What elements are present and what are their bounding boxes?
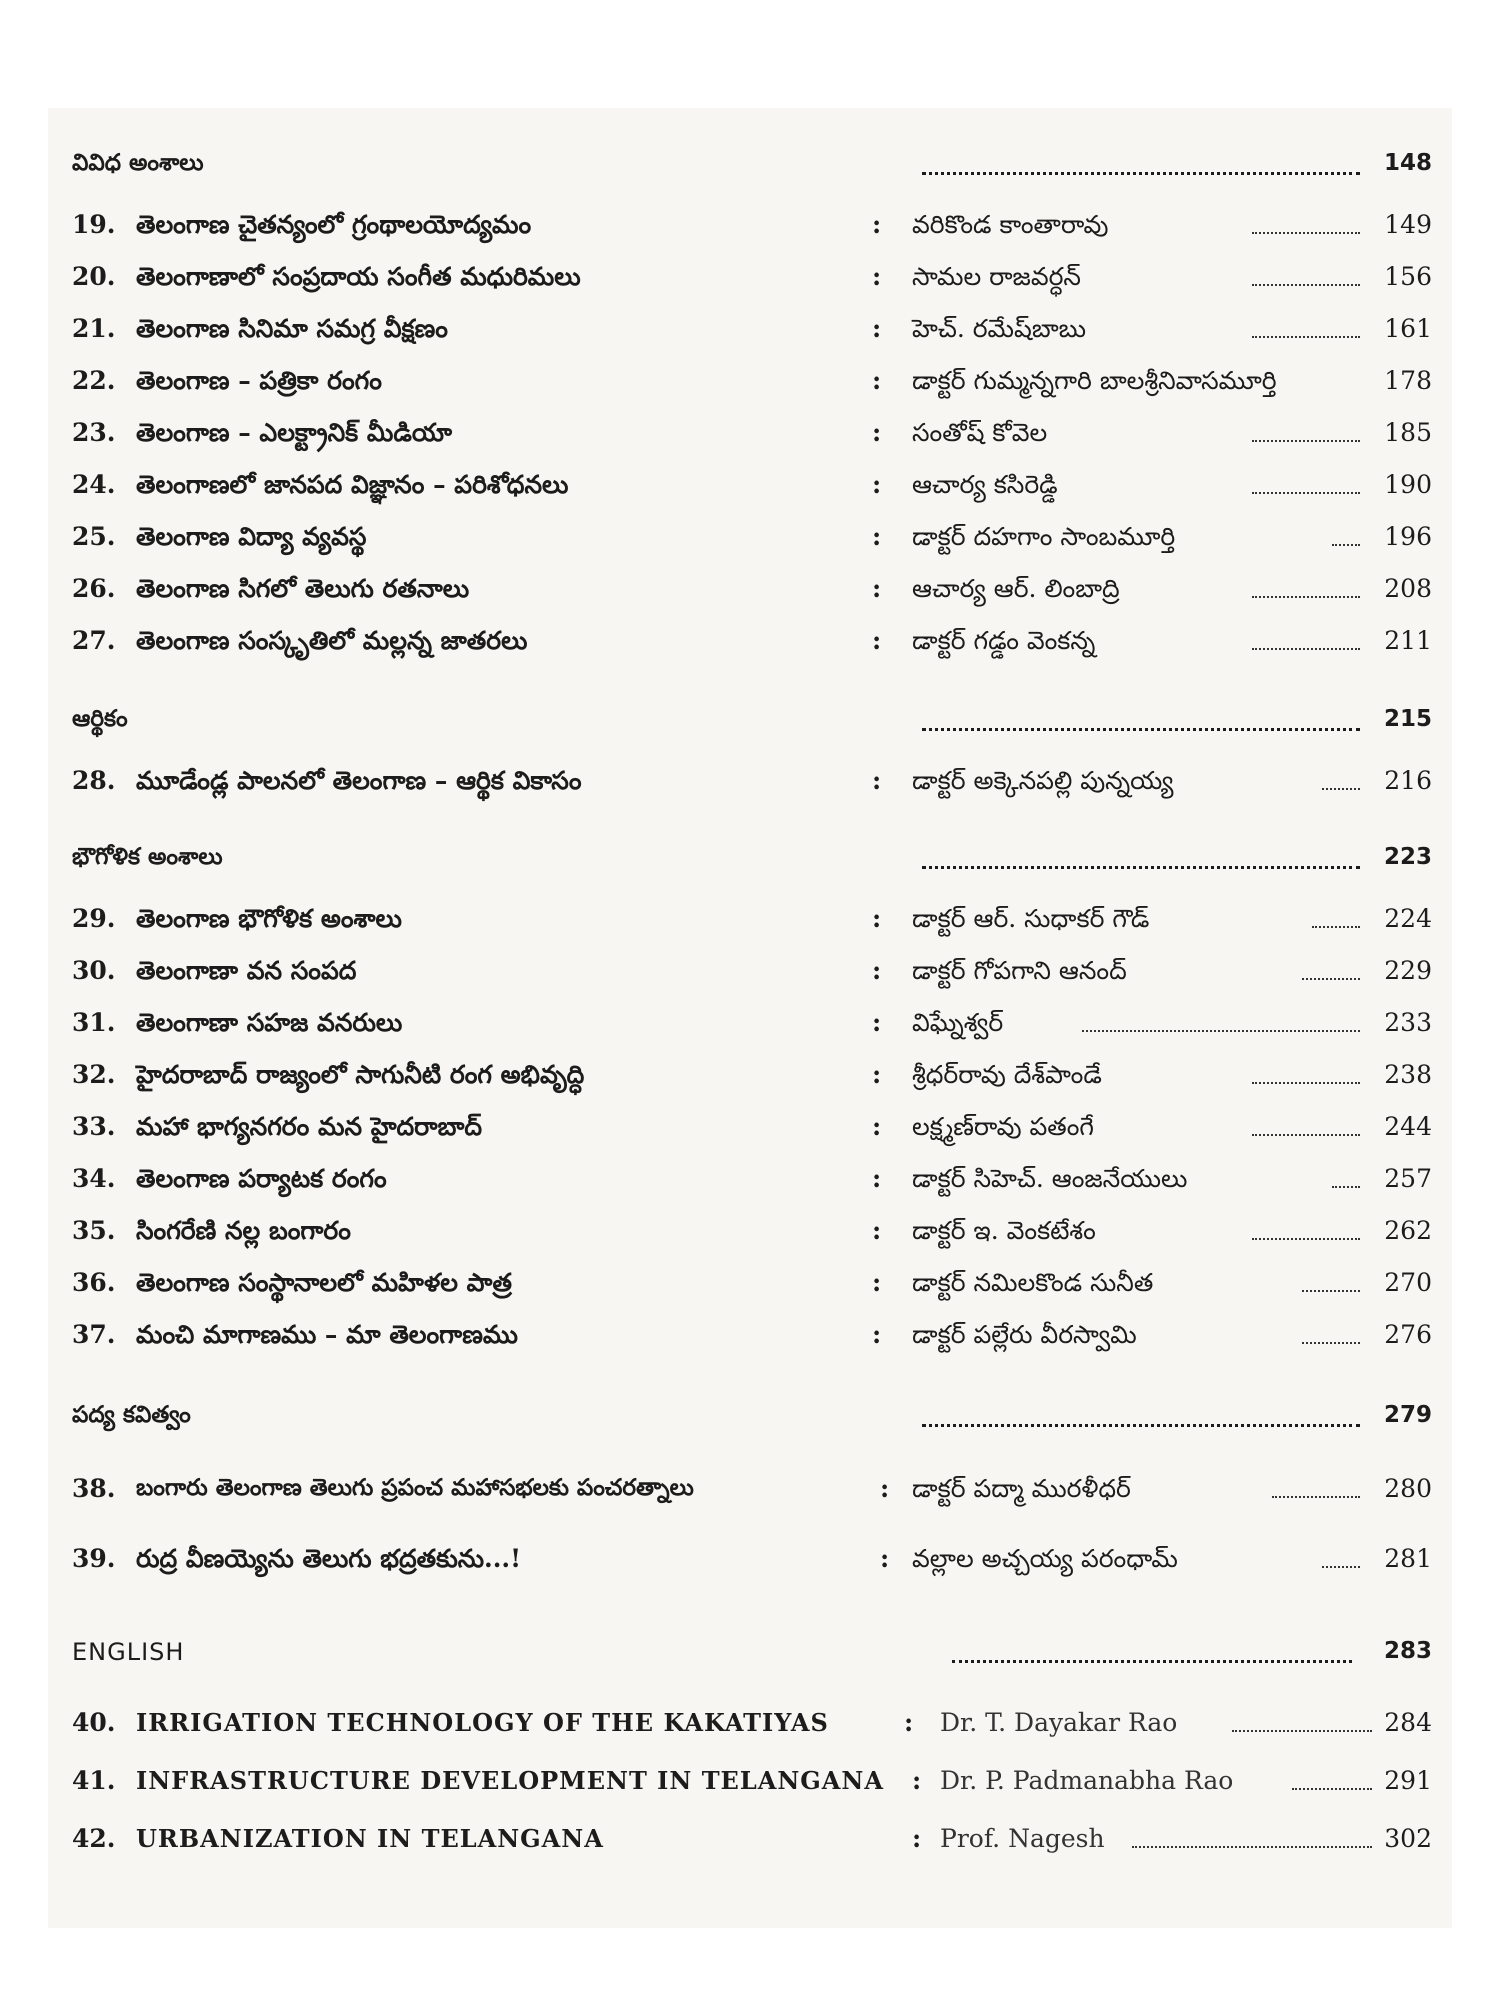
entry-number: 26. bbox=[72, 574, 116, 603]
entry-author: హెచ్. రమేష్‌బాబు bbox=[912, 314, 1087, 343]
toc-entry bbox=[72, 1160, 1432, 1200]
entry-number: 23. bbox=[72, 418, 116, 447]
section-title: పద్య కవిత్వం bbox=[72, 1402, 191, 1428]
section-heading bbox=[72, 146, 1432, 186]
separator: : bbox=[872, 766, 882, 795]
leader-dots bbox=[1252, 440, 1360, 442]
leader-dots bbox=[922, 1424, 1360, 1427]
entry-title: తెలంగాణ పర్యాటక రంగం bbox=[136, 1164, 387, 1193]
leader-dots bbox=[1252, 648, 1360, 650]
entry-title: తెలంగాణా వన సంపద bbox=[136, 956, 357, 985]
entry-author: శ్రీధర్‌రావు దేశ్‌పాండే bbox=[912, 1060, 1102, 1089]
leader-dots bbox=[1302, 1290, 1360, 1292]
entry-title: తెలంగాణ – పత్రికా రంగం bbox=[136, 366, 382, 395]
leader-dots bbox=[1322, 788, 1360, 790]
toc-entry bbox=[72, 570, 1432, 610]
section-heading bbox=[72, 702, 1432, 742]
section-heading bbox=[72, 840, 1432, 880]
entry-number: 42. bbox=[72, 1824, 116, 1853]
entry-author: వల్లాల అచ్చయ్య పరంధామ్ bbox=[912, 1544, 1178, 1573]
leader-dots bbox=[1252, 284, 1360, 286]
entry-author: Prof. Nagesh bbox=[940, 1824, 1105, 1853]
entry-number: 35. bbox=[72, 1216, 116, 1245]
separator: : bbox=[872, 1008, 882, 1037]
entry-page-number: 244 bbox=[1384, 1112, 1432, 1141]
leader-dots bbox=[1302, 978, 1360, 980]
entry-author: విఘ్నేశ్వర్ bbox=[912, 1008, 1004, 1037]
toc-entry bbox=[72, 310, 1432, 350]
toc-entry bbox=[72, 518, 1432, 558]
entry-title: తెలంగాణ సంస్కృతిలో మల్లన్న జాతరలు bbox=[136, 626, 528, 655]
entry-title: బంగారు తెలంగాణ తెలుగు ప్రపంచ మహాసభలకు పంచరత్నాలు bbox=[136, 1474, 694, 1501]
entry-page-number: 291 bbox=[1384, 1766, 1432, 1795]
entry-page-number: 208 bbox=[1384, 574, 1432, 603]
toc-entry bbox=[72, 258, 1432, 298]
entry-page-number: 280 bbox=[1384, 1474, 1432, 1503]
entry-number: 30. bbox=[72, 956, 116, 985]
leader-dots bbox=[1332, 1186, 1360, 1188]
section-page-number: 148 bbox=[1383, 150, 1432, 176]
section-page-number: 223 bbox=[1383, 844, 1432, 870]
section-title: భౌగోళిక అంశాలు bbox=[72, 844, 223, 870]
entry-number: 37. bbox=[72, 1320, 116, 1349]
entry-number: 41. bbox=[72, 1766, 116, 1795]
toc-entry bbox=[72, 466, 1432, 506]
toc-entry bbox=[72, 206, 1432, 246]
leader-dots bbox=[1252, 596, 1360, 598]
separator: : bbox=[872, 1216, 882, 1245]
entry-number: 34. bbox=[72, 1164, 116, 1193]
section-title: ఆర్థికం bbox=[72, 706, 128, 732]
separator: : bbox=[872, 418, 882, 447]
entry-number: 22. bbox=[72, 366, 116, 395]
toc-entry bbox=[72, 1316, 1432, 1356]
entry-number: 24. bbox=[72, 470, 116, 499]
entry-title: తెలంగాణ – ఎలక్ట్రానిక్ మీడియా bbox=[136, 418, 453, 447]
toc-entry bbox=[72, 1056, 1432, 1096]
toc-entry bbox=[72, 362, 1432, 402]
separator: : bbox=[872, 626, 882, 655]
toc-entry bbox=[72, 1762, 1432, 1802]
toc-entry bbox=[72, 622, 1432, 662]
toc-entry bbox=[72, 1540, 1432, 1580]
separator: : bbox=[872, 1112, 882, 1141]
entry-title: మహా భాగ్యనగరం మన హైదరాబాద్ bbox=[136, 1112, 483, 1141]
leader-dots bbox=[1232, 1730, 1372, 1732]
entry-title: IRRIGATION TECHNOLOGY OF THE KAKATIYAS bbox=[136, 1708, 829, 1737]
entry-author: డాక్టర్ సిహెచ్. ఆంజనేయులు bbox=[912, 1164, 1188, 1193]
leader-dots bbox=[952, 1660, 1352, 1663]
separator: : bbox=[872, 1060, 882, 1089]
entry-author: Dr. P. Padmanabha Rao bbox=[940, 1766, 1234, 1795]
leader-dots bbox=[1312, 926, 1360, 928]
separator: : bbox=[880, 1474, 890, 1503]
separator: : bbox=[912, 1766, 922, 1795]
entry-author: డాక్టర్ అక్కెనపల్లి పున్నయ్య bbox=[912, 766, 1174, 795]
entry-title: తెలంగాణాలో సంప్రదాయ సంగీత మధురిమలు bbox=[136, 262, 581, 291]
toc-entry bbox=[72, 1820, 1432, 1860]
entry-author: డాక్టర్ గుమ్మన్నగారి బాలశ్రీనివాసమూర్తి bbox=[912, 366, 1277, 395]
entry-title: తెలంగాణలో జానపద విజ్ఞానం – పరిశోధనలు bbox=[136, 470, 569, 499]
toc-entry bbox=[72, 1004, 1432, 1044]
entry-page-number: 178 bbox=[1384, 366, 1432, 395]
separator: : bbox=[904, 1708, 914, 1737]
entry-number: 39. bbox=[72, 1544, 116, 1573]
entry-title: మూడేండ్ల పాలనలో తెలంగాణ – ఆర్థిక వికాసం bbox=[136, 766, 582, 795]
entry-title: సింగరేణి నల్ల బంగారం bbox=[136, 1216, 351, 1245]
leader-dots bbox=[922, 866, 1360, 869]
entry-number: 40. bbox=[72, 1708, 116, 1737]
entry-page-number: 238 bbox=[1384, 1060, 1432, 1089]
separator: : bbox=[872, 1268, 882, 1297]
entry-author: ఆచార్య ఆర్. లింబాద్రి bbox=[912, 574, 1120, 603]
toc-entry bbox=[72, 762, 1432, 802]
entry-title: INFRASTRUCTURE DEVELOPMENT IN TELANGANA bbox=[136, 1766, 884, 1795]
entry-author: డాక్టర్ పద్మా మురళీధర్ bbox=[912, 1474, 1131, 1503]
entry-page-number: 149 bbox=[1384, 210, 1432, 239]
entry-author: సామల రాజవర్ధన్ bbox=[912, 262, 1081, 291]
leader-dots bbox=[1272, 1496, 1360, 1498]
toc-entry bbox=[72, 1470, 1432, 1510]
leader-dots bbox=[1252, 1082, 1360, 1084]
toc-entry bbox=[72, 414, 1432, 454]
separator: : bbox=[872, 522, 882, 551]
toc-entry bbox=[72, 1704, 1432, 1744]
section-title: వివిధ అంశాలు bbox=[72, 150, 204, 176]
entry-title: రుద్ర వీణయ్యెను తెలుగు భద్రతకును...! bbox=[136, 1544, 522, 1573]
entry-title: తెలంగాణ చైతన్యంలో గ్రంథాలయోద్యమం bbox=[136, 210, 532, 239]
entry-title: తెలంగాణా సహజ వనరులు bbox=[136, 1008, 403, 1037]
entry-page-number: 156 bbox=[1384, 262, 1432, 291]
entry-page-number: 284 bbox=[1384, 1708, 1432, 1737]
toc-entry bbox=[72, 1264, 1432, 1304]
entry-author: డాక్టర్ గోపగాని ఆనంద్ bbox=[912, 956, 1127, 985]
toc-entry bbox=[72, 1108, 1432, 1148]
leader-dots bbox=[1302, 1342, 1360, 1344]
entry-page-number: 257 bbox=[1384, 1164, 1432, 1193]
entry-page-number: 281 bbox=[1384, 1544, 1432, 1573]
entry-number: 19. bbox=[72, 210, 116, 239]
leader-dots bbox=[1332, 544, 1360, 546]
separator: : bbox=[872, 574, 882, 603]
separator: : bbox=[872, 1320, 882, 1349]
separator: : bbox=[872, 470, 882, 499]
entry-page-number: 276 bbox=[1384, 1320, 1432, 1349]
entry-page-number: 216 bbox=[1384, 766, 1432, 795]
entry-number: 20. bbox=[72, 262, 116, 291]
entry-page-number: 262 bbox=[1384, 1216, 1432, 1245]
entry-page-number: 302 bbox=[1384, 1824, 1432, 1853]
separator: : bbox=[872, 1164, 882, 1193]
entry-author: Dr. T. Dayakar Rao bbox=[940, 1708, 1178, 1737]
separator: : bbox=[872, 956, 882, 985]
entry-number: 36. bbox=[72, 1268, 116, 1297]
entry-author: డాక్టర్ నమిలకొండ సునీత bbox=[912, 1268, 1154, 1297]
entry-number: 31. bbox=[72, 1008, 116, 1037]
leader-dots bbox=[1132, 1846, 1372, 1848]
leader-dots bbox=[922, 172, 1360, 175]
section-heading bbox=[72, 1634, 1432, 1674]
entry-page-number: 196 bbox=[1384, 522, 1432, 551]
entry-title: తెలంగాణ సినిమా సమగ్ర వీక్షణం bbox=[136, 314, 448, 343]
entry-page-number: 161 bbox=[1384, 314, 1432, 343]
entry-title: మంచి మాగాణము – మా తెలంగాణము bbox=[136, 1320, 518, 1349]
leader-dots bbox=[1252, 336, 1360, 338]
leader-dots bbox=[1252, 1134, 1360, 1136]
entry-author: లక్ష్మణ్‌రావు పతంగే bbox=[912, 1112, 1094, 1141]
entry-author: వరికొండ కాంతారావు bbox=[912, 210, 1109, 239]
entry-page-number: 229 bbox=[1384, 956, 1432, 985]
section-title: ENGLISH bbox=[72, 1638, 185, 1666]
entry-title: హైదరాబాద్ రాజ్యంలో సాగునీటి రంగ అభివృద్ధి bbox=[136, 1060, 585, 1089]
entry-page-number: 233 bbox=[1384, 1008, 1432, 1037]
separator: : bbox=[872, 314, 882, 343]
toc-entry bbox=[72, 952, 1432, 992]
toc-entry bbox=[72, 1212, 1432, 1252]
section-page-number: 279 bbox=[1383, 1402, 1432, 1428]
entry-author: డాక్టర్ దహగాం సాంబమూర్తి bbox=[912, 522, 1176, 551]
entry-page-number: 190 bbox=[1384, 470, 1432, 499]
entry-number: 38. bbox=[72, 1474, 116, 1503]
entry-author: డాక్టర్ గడ్డం వెంకన్న bbox=[912, 626, 1096, 655]
leader-dots bbox=[1252, 492, 1360, 494]
leader-dots bbox=[1292, 1788, 1372, 1790]
entry-title: తెలంగాణ విద్యా వ్యవస్థ bbox=[136, 522, 367, 551]
entry-title: తెలంగాణ భౌగోళిక అంశాలు bbox=[136, 904, 402, 933]
separator: : bbox=[872, 262, 882, 291]
entry-page-number: 270 bbox=[1384, 1268, 1432, 1297]
entry-number: 25. bbox=[72, 522, 116, 551]
section-page-number: 283 bbox=[1383, 1638, 1432, 1664]
toc-entry bbox=[72, 900, 1432, 940]
leader-dots bbox=[1252, 232, 1360, 234]
entry-page-number: 185 bbox=[1384, 418, 1432, 447]
separator: : bbox=[912, 1824, 922, 1853]
entry-author: డాక్టర్ పల్లేరు వీరస్వామి bbox=[912, 1320, 1137, 1349]
leader-dots bbox=[1322, 1566, 1360, 1568]
leader-dots bbox=[922, 728, 1360, 731]
entry-title: తెలంగాణ సంస్థానాలలో మహిళల పాత్ర bbox=[136, 1268, 512, 1297]
leader-dots bbox=[1252, 1238, 1360, 1240]
entry-title: URBANIZATION IN TELANGANA bbox=[136, 1824, 604, 1853]
separator: : bbox=[880, 1544, 890, 1573]
entry-title: తెలంగాణ సిగలో తెలుగు రతనాలు bbox=[136, 574, 470, 603]
entry-number: 27. bbox=[72, 626, 116, 655]
section-heading bbox=[72, 1398, 1432, 1438]
entry-author: డాక్టర్ ఆర్. సుధాకర్ గౌడ్ bbox=[912, 904, 1150, 933]
entry-number: 29. bbox=[72, 904, 116, 933]
entry-author: సంతోష్ కోవెల bbox=[912, 418, 1048, 447]
leader-dots bbox=[1082, 1030, 1360, 1032]
entry-page-number: 211 bbox=[1384, 626, 1432, 655]
entry-number: 32. bbox=[72, 1060, 116, 1089]
entry-page-number: 224 bbox=[1384, 904, 1432, 933]
entry-number: 21. bbox=[72, 314, 116, 343]
separator: : bbox=[872, 366, 882, 395]
separator: : bbox=[872, 904, 882, 933]
entry-author: డాక్టర్ ఇ. వెంకటేశం bbox=[912, 1216, 1096, 1245]
entry-number: 33. bbox=[72, 1112, 116, 1141]
entry-number: 28. bbox=[72, 766, 116, 795]
separator: : bbox=[872, 210, 882, 239]
section-page-number: 215 bbox=[1383, 706, 1432, 732]
entry-author: ఆచార్య కసిరెడ్డి bbox=[912, 470, 1058, 499]
